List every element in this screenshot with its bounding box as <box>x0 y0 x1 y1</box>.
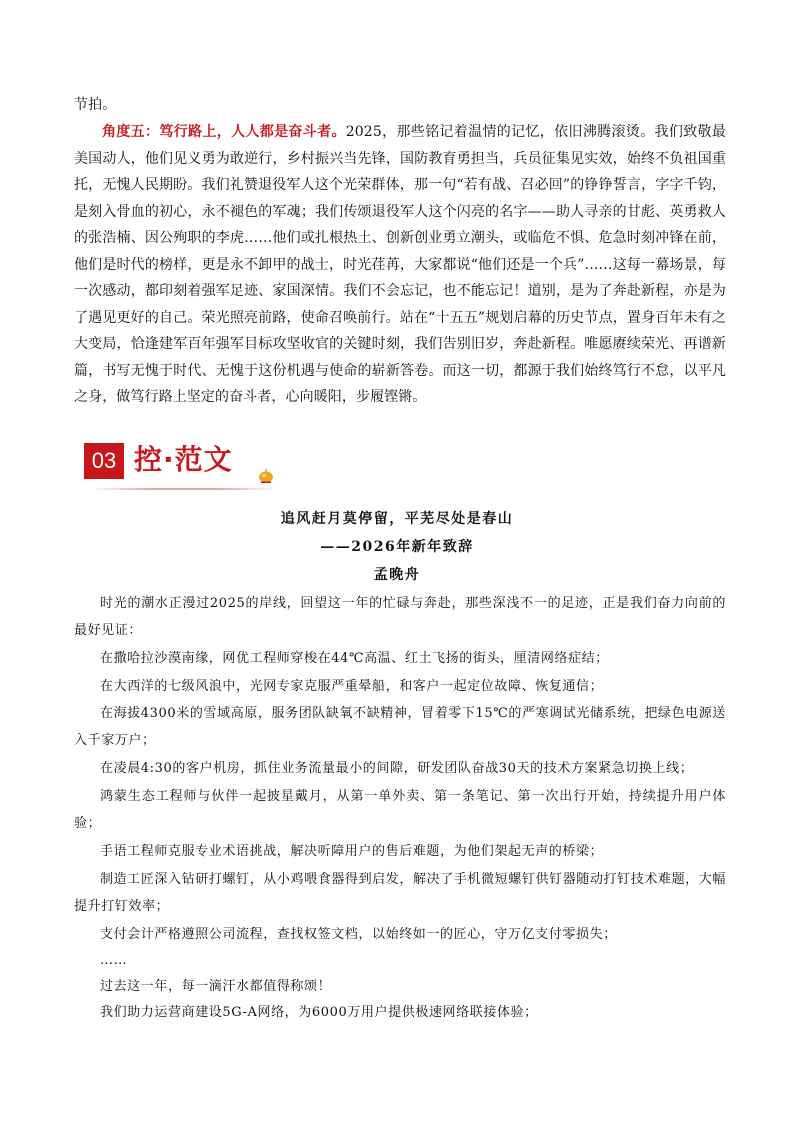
angle-five-body: 2025，那些铭记着温情的记忆，依旧沸腾滚烫。我们致敬最美国动人，他们见义勇为敢逆行，乡村振兴当先锋，国防教育勇担当，兵员征集见实效，始终不负祖国重托，无愧人民期盼。我们礼赞退役军人这个光荣群体，那一句“若有战、召必回”的铮铮誓言，字字千钧，是刻入骨血的初心，永不褪色的军魂；我们传颂退役军人这个闪亮的名字——助人寻亲的甘彪、英勇救人的张浩楠、因公殉职的李虎……他们或扎根热土、创新创业勇立潮头，或临危不惧、危急时刻冲锋在前，他们是时代的榜样，更是永不卸甲的战士，时光荏苒，大家都说“他们还是一个兵”……这每一幕场景，每一次感动，都印刻着强军足迹、家国深情。我们不会忘记，也不能忘记！道别，是为了奔赴新程，亦是为了遇见更好的自己。荣光照亮前路，使命召唤前行。站在“十五五”规划启幕的历史节点，置身百年未有之大变局，恰逢建军百年强军目标攻坚收官的关键时刻，我们告别旧岁，奔赴新程。唯愿赓续荣光、再谱新篇，书写无愧于时代、无愧于这份机遇与使命的崭新答卷。而这一切，都源于我们始终笃行不怠，以平凡之身，做笃行路上坚定的奋斗者，心向暖阳，步履铿锵。 <box>74 124 726 405</box>
continuation-text: 节拍。 <box>74 97 117 113</box>
essay-paragraph: 支付会计严格遵照公司流程，查找权签文档，以始终如一的匠心，守万亿支付零损失； <box>100 927 617 942</box>
angle-five-paragraph <box>74 119 726 411</box>
essay-subtitle: ——2026年新年致辞 <box>320 539 474 555</box>
essay-paragraph: 我们助力运营商建设5G-A网络，为6000万用户提供极速网络联接体验； <box>100 1005 538 1020</box>
section-underline <box>96 488 272 490</box>
essay-paragraph: 时光的潮水正漫过2025的岸线，回望这一年的忙碌与奔赴，那些深浅不一的足迹，正是我们奋力向前的最好见证： <box>74 596 726 639</box>
essay-paragraph: 在凌晨4:30的客户机房，抓住业务流量最小的间隙，研发团队奋战30天的技术方案紧急切换上线； <box>100 761 694 776</box>
section-number-badge: 03 <box>84 443 124 479</box>
essay-title: 追风赶月莫停留，平芜尽处是春山 <box>280 511 514 527</box>
essay-paragraph: 鸿蒙生态工程师与伙伴一起披星戴月，从第一单外卖、第一条笔记、第一次出行开始，持续提升用户体验； <box>74 789 726 832</box>
essay-paragraph: 过去这一年，每一滴汗水都值得称颂！ <box>100 979 332 994</box>
essay-author: 孟晚舟 <box>373 567 421 583</box>
lamp-decoration-icon <box>258 467 274 483</box>
section-header <box>84 443 274 491</box>
essay-paragraph: …… <box>100 953 128 968</box>
essay-paragraph: 在撒哈拉沙漠南缘，网优工程师穿梭在44℃高温、红土飞扬的街头，厘清网络症结； <box>100 651 609 666</box>
section-title: 控·范文 <box>134 443 233 476</box>
essay-paragraph: 在海拔4300米的雪域高原，服务团队缺氧不缺精神，冒着零下15℃的严寒调试光储系统，把绿色电源送入千家万户； <box>74 706 726 749</box>
essay-paragraph: 制造工匠深入钻研打螺钉，从小鸡喂食器得到启发，解决了手机微短螺钉供钉器随动打钉技术难题，大幅提升打钉效率； <box>74 872 726 915</box>
angle-five-label: 角度五：笃行路上，人人都是奋斗者。 <box>102 124 346 140</box>
essay-paragraph: 手语工程师克服专业术语挑战，解决听障用户的售后难题，为他们架起无声的桥梁； <box>100 844 604 859</box>
essay-paragraph: 在大西洋的七级风浪中，光网专家克服严重晕船，和客户一起定位故障、恢复通信； <box>100 679 604 694</box>
